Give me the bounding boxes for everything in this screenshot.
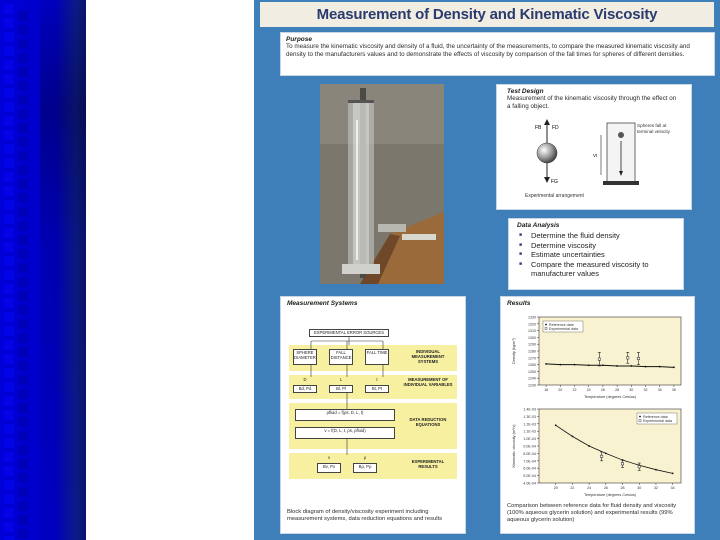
- legend-label: Reference data: [549, 322, 574, 327]
- x-tick-label: 26: [603, 486, 608, 490]
- poster-title: Measurement of Density and Kinematic Viscosity: [260, 2, 714, 27]
- band-square: [4, 270, 14, 280]
- var-l-uncertainty: Bl, Pl: [329, 385, 353, 393]
- band-square: [18, 25, 28, 35]
- y-tick-label: 1.4E-03: [523, 407, 536, 412]
- experimental-point: [638, 466, 640, 468]
- reference-point: [672, 472, 674, 474]
- band-square: [4, 242, 14, 252]
- x-tick-label: 34: [670, 486, 675, 490]
- y-tick-label: 1.2E-03: [523, 422, 536, 427]
- band-square: [4, 130, 14, 140]
- x-tick-label: 32: [643, 388, 648, 392]
- x-tick-label: 26: [600, 388, 605, 392]
- y-tick-label: 5.0E-04: [523, 474, 536, 479]
- measurement-systems-panel: [280, 296, 466, 534]
- x-tick-label: 24: [586, 388, 591, 392]
- band-square: [18, 165, 28, 175]
- x-tick-label: 30: [629, 388, 634, 392]
- reference-point: [555, 424, 557, 426]
- test-design-caption: Experimental arrangement: [525, 193, 584, 199]
- band-square: [18, 53, 28, 63]
- band-square: [4, 256, 14, 266]
- result-rho-uncertainty: Bρ, Pρ: [353, 463, 377, 473]
- band-square: [4, 298, 14, 308]
- band-square: [18, 137, 28, 147]
- band-square: [4, 144, 14, 154]
- reference-point: [602, 364, 604, 366]
- experimental-point: [600, 455, 602, 457]
- reference-point: [630, 365, 632, 367]
- band-square: [4, 158, 14, 168]
- measurement-systems-heading: Measurement Systems: [287, 300, 358, 307]
- y-tick-label: 1330: [528, 315, 536, 320]
- band-square: [4, 382, 14, 392]
- data-analysis-item: ■ Determine viscosity: [517, 241, 675, 251]
- band-square: [18, 179, 28, 189]
- test-design-heading: Test Design: [507, 88, 544, 95]
- purpose-text: To measure the kinematic viscosity and density of a fluid, the uncertainty of the measurements, to compare the measured kinematic viscosity and density to the manufacturers values and to demonstrate the effects of viscosity by comparison of the fall times for spheres of different densities.: [286, 43, 690, 58]
- y-tick-label: 1.1E-03: [523, 429, 536, 434]
- band-square: [18, 431, 28, 441]
- band-square: [4, 32, 14, 42]
- y-tick-label: 1260: [528, 363, 536, 368]
- label-fb: FB: [535, 125, 542, 131]
- viscosity-chart: [509, 403, 687, 499]
- band-square: [18, 67, 28, 77]
- var-t-uncertainty: Bt, Pt: [365, 385, 389, 393]
- legend-marker-reference: [545, 324, 547, 326]
- y-tick-label: 1270: [528, 356, 536, 361]
- band-square: [4, 186, 14, 196]
- band-square: [18, 11, 28, 21]
- x-tick-label: 28: [620, 486, 625, 490]
- fall-distance-box: FALL DISTANCE: [329, 349, 353, 365]
- x-tick-label: 20: [558, 388, 563, 392]
- reference-point: [645, 366, 647, 368]
- reference-point: [545, 363, 547, 365]
- apparatus-illustration: [320, 84, 444, 284]
- band-square: [4, 494, 14, 504]
- band-square: [18, 445, 28, 455]
- band-square: [4, 340, 14, 350]
- y-tick-label: 1280: [528, 349, 536, 354]
- band-square: [4, 424, 14, 434]
- poster: [254, 0, 720, 540]
- reference-point: [588, 445, 590, 447]
- band-square: [4, 88, 14, 98]
- left-blue-band: [0, 0, 86, 540]
- legend-label: Reference data: [643, 414, 668, 419]
- x-tick-label: 30: [637, 486, 642, 490]
- band-square: [4, 410, 14, 420]
- band-square: [18, 123, 28, 133]
- density-equation: ρfluid = f(ρs, D, L, t): [295, 409, 395, 421]
- band-square: [4, 536, 14, 540]
- y-tick-label: 9.0E-04: [523, 444, 536, 449]
- band-square: [18, 291, 28, 301]
- y-tick-label: 4.0E-04: [523, 481, 536, 486]
- sphere-diameter-box: SPHERE DIAMETER: [293, 349, 317, 365]
- apparatus-photo: [320, 84, 444, 284]
- x-tick-label: 22: [572, 388, 577, 392]
- side-label: MEASUREMENT OF INDIVIDUAL VARIABLES: [403, 377, 453, 387]
- results-heading: Results: [507, 300, 531, 307]
- data-analysis-panel: [508, 218, 684, 290]
- reference-point: [655, 469, 657, 471]
- reference-point: [605, 453, 607, 455]
- band-square: [18, 221, 28, 231]
- legend-label: Experimental data: [643, 419, 672, 423]
- y-tick-label: 1320: [528, 322, 536, 327]
- purpose-heading: Purpose: [286, 36, 313, 43]
- legend-marker-experimental: [639, 420, 641, 422]
- experimental-point: [627, 357, 629, 359]
- purpose-panel: [280, 32, 715, 76]
- falling-tube: [601, 123, 639, 185]
- test-design-diagram: [507, 109, 683, 199]
- viscosity-equation: ν = f(D, L, t, ρs, ρfluid): [295, 427, 395, 439]
- y-axis-label: Density (kg/m³): [512, 338, 516, 364]
- x-tick-label: 36: [671, 388, 676, 392]
- y-tick-label: 1240: [528, 376, 536, 381]
- band-square: [18, 529, 28, 539]
- band-square: [18, 487, 28, 497]
- band-square: [4, 74, 14, 84]
- x-tick-label: 24: [587, 486, 592, 490]
- results-caption: Comparison between reference data for fluid density and viscosity (100% aqueous glycerin solution) and experimental results (99% aqueous glycerin solution): [507, 503, 677, 523]
- var-d: D: [303, 377, 307, 382]
- x-axis-label: Temperature (degrees Celsius): [583, 493, 637, 497]
- band-square: [4, 466, 14, 476]
- band-square: [4, 284, 14, 294]
- band-square: [18, 249, 28, 259]
- side-label: EXPERIMENTAL RESULTS: [411, 459, 445, 469]
- result-nu-uncertainty: Bν, Pν: [317, 463, 341, 473]
- test-design-panel: [496, 84, 692, 210]
- experimental-point: [621, 463, 623, 465]
- side-label: INDIVIDUAL MEASUREMENT SYSTEMS: [411, 349, 445, 364]
- error-sources-box: EXPERIMENTAL ERROR SOURCES: [309, 329, 389, 337]
- legend-marker-reference: [639, 416, 641, 418]
- band-square: [18, 403, 28, 413]
- y-tick-label: 7.0E-04: [523, 459, 536, 464]
- band-square: [4, 354, 14, 364]
- band-square: [18, 459, 28, 469]
- x-tick-label: 22: [570, 486, 575, 490]
- results-panel: [500, 296, 695, 534]
- band-square: [18, 361, 28, 371]
- y-tick-label: 6.0E-04: [523, 466, 536, 471]
- band-square: [4, 116, 14, 126]
- band-square: [4, 326, 14, 336]
- var-l: L: [339, 377, 343, 382]
- reference-point: [588, 364, 590, 366]
- band-square: [4, 228, 14, 238]
- result-nu: ν: [327, 455, 331, 460]
- reference-point: [572, 435, 574, 437]
- spheres-note-wrap: [637, 123, 681, 157]
- band-square: [4, 452, 14, 462]
- x-tick-label: 18: [544, 388, 549, 392]
- band-square: [4, 368, 14, 378]
- data-analysis-item: ■ Compare the measured viscosity to manufacturer values: [517, 260, 675, 279]
- band-square: [18, 277, 28, 287]
- band-square: [4, 172, 14, 182]
- y-tick-label: 1300: [528, 335, 536, 340]
- fall-time-box: FALL TIME: [365, 349, 389, 365]
- reference-point: [574, 364, 576, 366]
- legend-marker-experimental: [545, 328, 547, 330]
- y-tick-label: 1290: [528, 342, 536, 347]
- y-tick-label: 8.0E-04: [523, 451, 536, 456]
- band-square: [18, 389, 28, 399]
- band-square: [18, 39, 28, 49]
- band-square: [18, 207, 28, 217]
- label-vt: Vt: [593, 153, 598, 158]
- band-square: [4, 312, 14, 322]
- band-square: [18, 95, 28, 105]
- band-square: [18, 109, 28, 119]
- label-fd: FD: [552, 125, 559, 131]
- band-square: [4, 102, 14, 112]
- x-axis-label: Temperature (degrees Celsius): [583, 395, 637, 399]
- band-square: [18, 81, 28, 91]
- y-tick-label: 1.3E-03: [523, 414, 536, 419]
- band-square: [4, 480, 14, 490]
- band-square: [4, 46, 14, 56]
- reference-point: [673, 366, 675, 368]
- band-square: [18, 319, 28, 329]
- band-square: [4, 522, 14, 532]
- data-analysis-list: [517, 231, 675, 279]
- band-square: [18, 515, 28, 525]
- density-chart: [509, 311, 687, 401]
- band-square: [18, 235, 28, 245]
- band-square: [18, 333, 28, 343]
- x-tick-label: 34: [657, 388, 662, 392]
- reference-point: [559, 364, 561, 366]
- legend-label: Experimental data: [549, 327, 578, 331]
- y-tick-label: 1230: [528, 383, 536, 388]
- band-square: [4, 4, 14, 14]
- band-square: [4, 18, 14, 28]
- band-shading: [40, 0, 86, 540]
- x-tick-label: 20: [553, 486, 558, 490]
- band-square: [18, 473, 28, 483]
- band-square: [18, 501, 28, 511]
- y-tick-label: 1310: [528, 329, 536, 334]
- band-square: [18, 263, 28, 273]
- band-square: [4, 438, 14, 448]
- var-d-uncertainty: Bd, Pd: [293, 385, 317, 393]
- band-square: [4, 60, 14, 70]
- data-analysis-heading: Data Analysis: [517, 222, 560, 229]
- band-square: [18, 151, 28, 161]
- y-tick-label: 1250: [528, 369, 536, 374]
- measurement-systems-caption: Block diagram of density/viscosity experiment including measurement systems, data reduction equations and results: [287, 509, 442, 522]
- data-analysis-item: ■ Determine the fluid density: [517, 231, 675, 241]
- band-square: [4, 508, 14, 518]
- experimental-point: [637, 357, 639, 359]
- band-square: [4, 214, 14, 224]
- band-square: [18, 417, 28, 427]
- band-square: [18, 305, 28, 315]
- x-tick-label: 32: [653, 486, 658, 490]
- band-square: [18, 347, 28, 357]
- test-design-text: Measurement of the kinematic viscosity through the effect on a falling object.: [507, 95, 677, 110]
- reference-point: [616, 365, 618, 367]
- y-axis-label: Kinematic viscosity (m²/s): [512, 424, 516, 468]
- side-label: DATA REDUCTION EQUATIONS: [409, 417, 447, 427]
- result-rho: ρ: [363, 455, 367, 460]
- spheres-note: Spheres fall at terminal velocity: [637, 123, 670, 134]
- band-square: [18, 375, 28, 385]
- x-tick-label: 28: [615, 388, 620, 392]
- band-square: [4, 396, 14, 406]
- band-square: [4, 200, 14, 210]
- y-tick-label: 1.0E-03: [523, 437, 536, 442]
- var-t: t: [376, 377, 378, 382]
- reference-point: [659, 366, 661, 368]
- experimental-point: [598, 358, 600, 360]
- band-square: [18, 193, 28, 203]
- label-fg: FG: [551, 179, 558, 185]
- data-analysis-item: ■ Estimate uncertainties: [517, 250, 675, 260]
